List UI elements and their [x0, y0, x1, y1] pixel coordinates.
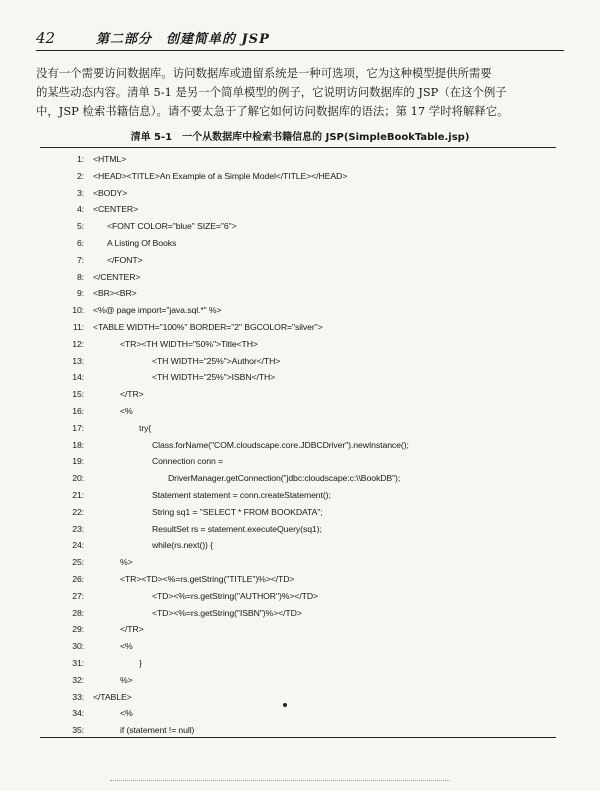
intro-line: 中，JSP 检索书籍信息）。请不要太急于了解它如何访问数据库的语法；第 17 学时将解释它。 [36, 104, 509, 118]
line-number: 9: [76, 288, 84, 299]
code-text: DriverManager.getConnection("jdbc:cloudscape:c:\\BookDB"); [168, 473, 401, 484]
code-text: <TABLE WIDTH="100%" BORDER="2" BGCOLOR="silver"> [93, 321, 323, 332]
code-line [40, 537, 556, 554]
code-text: <% [120, 708, 133, 719]
code-text: <FONT COLOR="blue" SIZE="6"> [107, 221, 237, 232]
code-line [40, 185, 556, 202]
code-line [40, 672, 556, 689]
code-text: <TH WIDTH="25%">ISBN</TH> [152, 372, 276, 383]
line-number: 24: [72, 540, 84, 551]
code-line [40, 705, 556, 722]
line-number: 10: [72, 305, 84, 316]
code-text: <BR><BR> [93, 288, 137, 299]
code-text: </FONT> [107, 254, 143, 265]
intro-line: 的某些动态内容。清单 5-1 是另一个简单模型的例子，它说明访问数据库的 JSP（在这个例子 [36, 85, 507, 99]
code-line [40, 605, 556, 622]
part-title: 第二部分 创建简单的 JSP [96, 32, 270, 47]
line-number: 2: [76, 170, 84, 181]
code-text: String sq1 = "SELECT * FROM BOOKDATA"; [152, 506, 323, 517]
code-text: <HTML> [93, 154, 127, 164]
ink-dot [283, 703, 287, 707]
code-line [40, 504, 556, 521]
line-number: 27: [72, 590, 84, 601]
line-number: 13: [72, 355, 84, 366]
code-text: <BODY> [93, 187, 128, 198]
line-number: 12: [72, 338, 84, 349]
code-text: <HEAD><TITLE>An Example of a Simple Model</TITLE></HEAD> [93, 170, 348, 181]
code-line [40, 420, 556, 437]
code-line [40, 302, 556, 319]
line-number: 26: [72, 573, 84, 584]
listing-top-rule [40, 147, 556, 148]
line-number: 6: [76, 237, 84, 248]
code-text: <% [120, 405, 133, 416]
code-text: ResultSet rs = statement.executeQuery(sq1); [152, 523, 322, 534]
code-line [40, 437, 556, 454]
code-text: <TD><%=rs.getString("ISBN")%></TD> [152, 607, 302, 618]
code-line [40, 403, 556, 420]
code-line [40, 689, 556, 706]
code-line [40, 470, 556, 487]
code-line [40, 588, 556, 605]
code-text: <%@ page import="java.sql.*" %> [93, 305, 222, 316]
line-number: 16: [72, 405, 84, 416]
line-number: 5: [76, 221, 84, 232]
code-text: while(rs.next()) { [152, 540, 213, 551]
code-text: %> [120, 674, 133, 685]
line-number: 25: [72, 557, 84, 568]
line-number: 23: [72, 523, 84, 534]
line-number: 20: [72, 473, 84, 484]
code-text: %> [120, 557, 133, 568]
line-number: 21: [72, 489, 84, 500]
code-line [40, 218, 556, 235]
line-number: 8: [76, 271, 84, 282]
code-text: Statement statement = conn.createStatement(); [152, 489, 331, 500]
running-header [36, 28, 564, 51]
intro-line: 没有一个需要访问数据库。访问数据库或遗留系统是一种可选项，它为这种模型提供所需要 [36, 66, 492, 80]
code-text: Connection conn = [152, 456, 223, 467]
code-text: if (statement != null) [120, 725, 195, 736]
code-line [40, 252, 556, 269]
code-line [40, 571, 556, 588]
line-number: 4: [76, 204, 84, 215]
code-line [40, 621, 556, 638]
code-text: </TR> [120, 624, 144, 635]
scan-smudge [110, 780, 450, 783]
line-number: 3: [76, 187, 84, 198]
line-number: 18: [72, 439, 84, 450]
code-line [40, 269, 556, 286]
code-text: <TH WIDTH="25%">Author</TH> [152, 355, 281, 366]
line-number: 32: [72, 674, 84, 685]
code-text: } [139, 657, 142, 668]
code-line [40, 353, 556, 370]
line-number: 15: [72, 389, 84, 400]
line-number: 17: [72, 422, 84, 433]
listing-bottom-rule [40, 737, 556, 738]
code-text: <TD><%=rs.getString("AUTHOR")%></TD> [152, 590, 318, 601]
code-line [40, 638, 556, 655]
code-line [40, 453, 556, 470]
code-text: </TABLE> [93, 691, 132, 702]
line-number: 7: [76, 254, 84, 265]
code-text: </CENTER> [93, 271, 141, 282]
line-number: 11: [72, 321, 84, 332]
line-number: 22: [72, 506, 84, 517]
code-line [40, 285, 556, 302]
line-number: 31: [72, 657, 84, 668]
line-number: 29: [72, 624, 84, 635]
code-line [40, 386, 556, 403]
code-text: <TR><TD><%=rs.getString("TITLE")%></TD> [120, 573, 295, 584]
code-text: A Listing Of Books [107, 237, 177, 248]
line-number: 34: [72, 708, 84, 719]
line-number: 33: [72, 691, 84, 702]
code-line [40, 487, 556, 504]
intro-paragraph [36, 64, 564, 121]
code-text: <CENTER> [93, 204, 139, 215]
code-line [40, 201, 556, 218]
code-line [40, 554, 556, 571]
page-number: 42 [36, 29, 56, 47]
code-line [40, 151, 556, 168]
code-line [40, 319, 556, 336]
code-text: Class.forName("COM.cloudscape.core.JDBCDriver").newInstance(); [152, 439, 409, 450]
line-number: 19: [72, 456, 84, 467]
code-line [40, 168, 556, 185]
line-number: 14: [72, 372, 84, 383]
code-text: <TR><TH WIDTH="50%">Title<TH> [120, 338, 258, 349]
code-line [40, 655, 556, 672]
code-text: <% [120, 641, 133, 652]
code-text: </TR> [120, 389, 144, 400]
code-text: try{ [139, 422, 152, 433]
listing-caption: 清单 5-1 一个从数据库中检索书籍信息的 JSP(SimpleBookTable.jsp) [130, 132, 470, 143]
line-number: 35: [72, 725, 84, 736]
code-listing [40, 151, 556, 739]
code-line [40, 521, 556, 538]
line-number: 30: [72, 641, 84, 652]
code-line [40, 235, 556, 252]
line-number: 1: [76, 154, 84, 164]
code-line [40, 369, 556, 386]
line-number: 28: [72, 607, 84, 618]
code-line [40, 336, 556, 353]
